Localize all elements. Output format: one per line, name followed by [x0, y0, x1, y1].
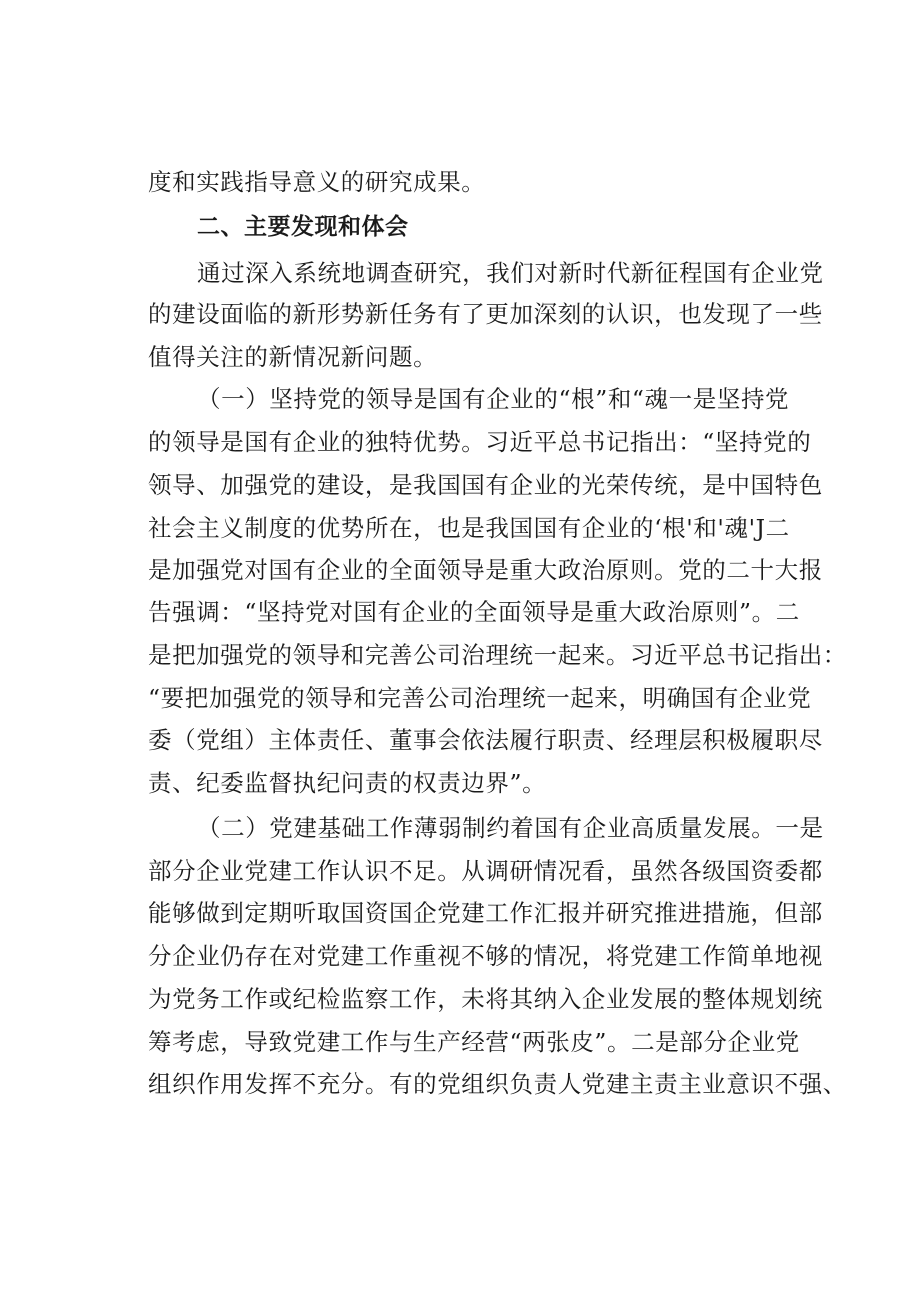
paragraph-line: 部分企业党建工作认识不足。从调研情况看，虽然各级国资委都: [148, 857, 823, 885]
paragraph-line: 为党务工作或纪检监察工作，未将其纳入企业发展的整体规划统: [148, 985, 823, 1013]
paragraph-line: “要把加强党的领导和完善公司治理统一起来，明确国有企业党: [148, 684, 812, 712]
subsection-line: （一）坚持党的领导是国有企业的“根”和“魂一是坚持党: [197, 385, 790, 413]
paragraph-line: 是把加强党的领导和完善公司治理统一起来。习近平总书记指出：: [148, 641, 847, 669]
paragraph-line: 通过深入系统地调查研究，我们对新时代新征程国有企业党: [197, 259, 824, 287]
paragraph-line: 社会主义制度的优势所在，也是我国国有企业的‘根'和'魂'J二: [148, 514, 790, 542]
paragraph-line: 委（党组）主体责任、董事会依法履行职责、经理层积极履职尽: [148, 726, 823, 754]
paragraph-line: 组织作用发挥不充分。有的党组织负责人党建主责主业意识不强、: [148, 1070, 847, 1098]
subsection-line: （二）党建基础工作薄弱制约着国有企业高质量发展。一是: [197, 814, 824, 842]
paragraph-line: 能够做到定期听取国资国企党建工作汇报并研究推进措施，但部: [148, 899, 823, 927]
paragraph-line: 度和实践指导意义的研究成果。: [148, 168, 486, 196]
section-heading: 二、主要发现和体会: [197, 214, 409, 240]
paragraph-line: 的建设面临的新形势新任务有了更加深刻的认识，也发现了一些: [148, 300, 823, 328]
paragraph-line: 分企业仍存在对党建工作重视不够的情况，将党建工作简单地视: [148, 942, 823, 970]
paragraph-line: 领导、加强党的建设，是我国国有企业的光荣传统，是中国特色: [148, 471, 823, 499]
paragraph-line: 是加强党对国有企业的全面领导是重大政治原则。党的二十大报: [148, 556, 823, 584]
paragraph-line: 告强调：“坚持党对国有企业的全面领导是重大政治原则”。二: [148, 598, 800, 626]
paragraph-line: 筹考虑，导致党建工作与生产经营“两张皮”。二是部分企业党: [148, 1028, 800, 1056]
paragraph-line: 值得关注的新情况新问题。: [148, 343, 438, 371]
paragraph-line: 责、纪委监督执纪问责的权责边界”。: [148, 769, 547, 797]
paragraph-line: 的领导是国有企业的独特优势。习近平总书记指出：“坚持党的: [148, 428, 812, 456]
